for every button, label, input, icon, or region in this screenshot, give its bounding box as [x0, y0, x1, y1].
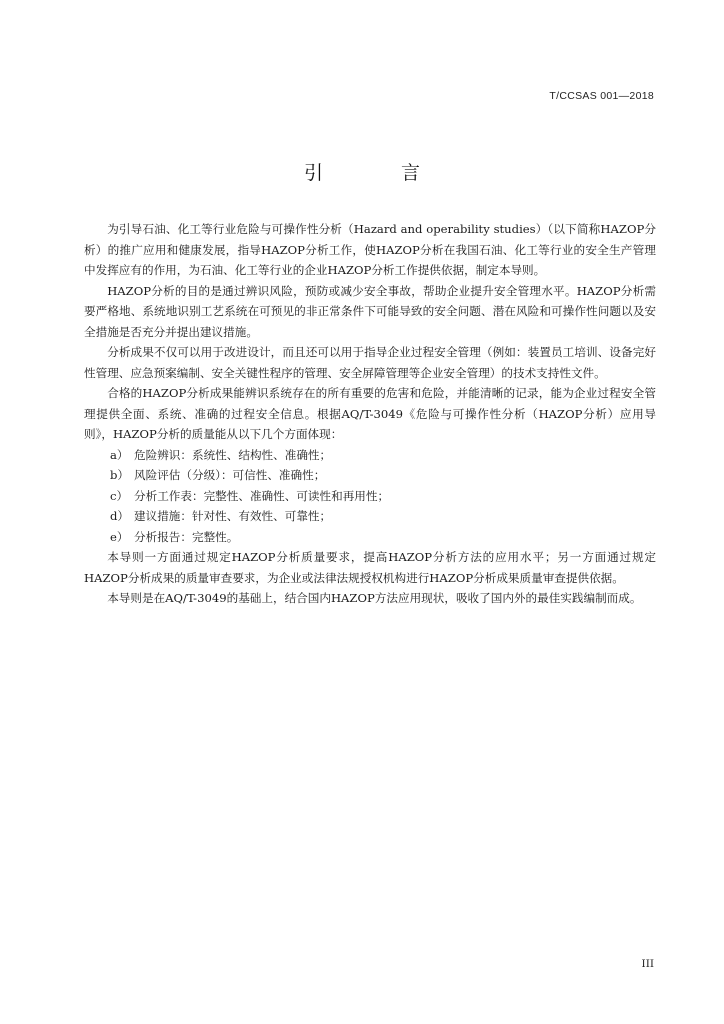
- list-item-label: c）: [110, 488, 129, 503]
- page-number: III: [641, 958, 654, 970]
- list-item-label: b）: [110, 468, 130, 482]
- paragraph-objective: HAZOP分析的目的是通过辨识风险，预防或减少安全事故，帮助企业提升安全管理水平。HAZOP分析需要严格地、系统地识别工艺系统在可预见的非正常条件下可能导致的安全问题、潜在风险和可操作性问题以及安全措施是否充分并提出建议措施。: [84, 283, 656, 339]
- list-item: [84, 445, 656, 466]
- list-item-label: a）: [110, 447, 129, 462]
- paragraph-scope: 本导则一方面通过规定HAZOP分析质量要求，提高HAZOP分析方法的应用水平；另一方面通过规定HAZOP分析成果的质量审查要求，为企业或法律法规授权机构进行HAZOP分析成果质量审查提供依据。: [84, 550, 656, 585]
- list-item-text: 危险辨识：系统性、结构性、准确性；: [134, 447, 332, 462]
- list-item-text: 分析工作表：完整性、准确性、可读性和再用性；: [134, 488, 390, 503]
- list-item: [84, 465, 656, 486]
- list-item: [84, 506, 656, 527]
- paragraph-purpose: 为引导石油、化工等行业危险与可操作性分析（Hazard and operability studies）（以下简称HAZOP分析）的推广应用和健康发展，指导HAZOP分析工作，使HAZOP分析在我国石油、化工等行业的安全生产管理中发挥应有的作用，为石油、化工等行业的企业HAZOP分析工作提供依据，制定本导则。: [84, 222, 656, 277]
- page-title: 引 言: [303, 162, 457, 184]
- list-item: [84, 527, 656, 548]
- list-item-text: 风险评估（分级）：可信性、准确性；: [134, 468, 326, 482]
- paragraph-results-use: 分析成果不仅可以用于改进设计，而且还可以用于指导企业过程安全管理（例如：装置员工培训、设备完好性管理、应急预案编制、安全关键性程序的管理、安全屏障管理等企业安全管理）的技术支持性文件。: [84, 345, 656, 380]
- list-item-text: 建议措施：针对性、有效性、可靠性；: [134, 509, 332, 523]
- list-item-label: e）: [110, 529, 129, 544]
- list-item: [84, 486, 656, 507]
- list-item-label: d）: [110, 509, 130, 523]
- document-body: [84, 219, 656, 609]
- list-item-text: 分析报告：完整性。: [134, 529, 239, 544]
- paragraph-quality: 合格的HAZOP分析成果能辨识系统存在的所有重要的危害和危险，并能清晰的记录，能为企业过程安全管理提供全面、系统、准确的过程安全信息。根据AQ/T-3049《危险与可操作性分析（HAZOP分析）应用导则》，HAZOP分析的质量能从以下几个方面体现：: [84, 386, 656, 441]
- standard-code: T/CCSAS 001—2018: [549, 90, 654, 102]
- paragraph-basis: 本导则是在AQ/T-3049的基础上，结合国内HAZOP方法应用现状，吸收了国内外的最佳实践编制而成。: [107, 591, 642, 605]
